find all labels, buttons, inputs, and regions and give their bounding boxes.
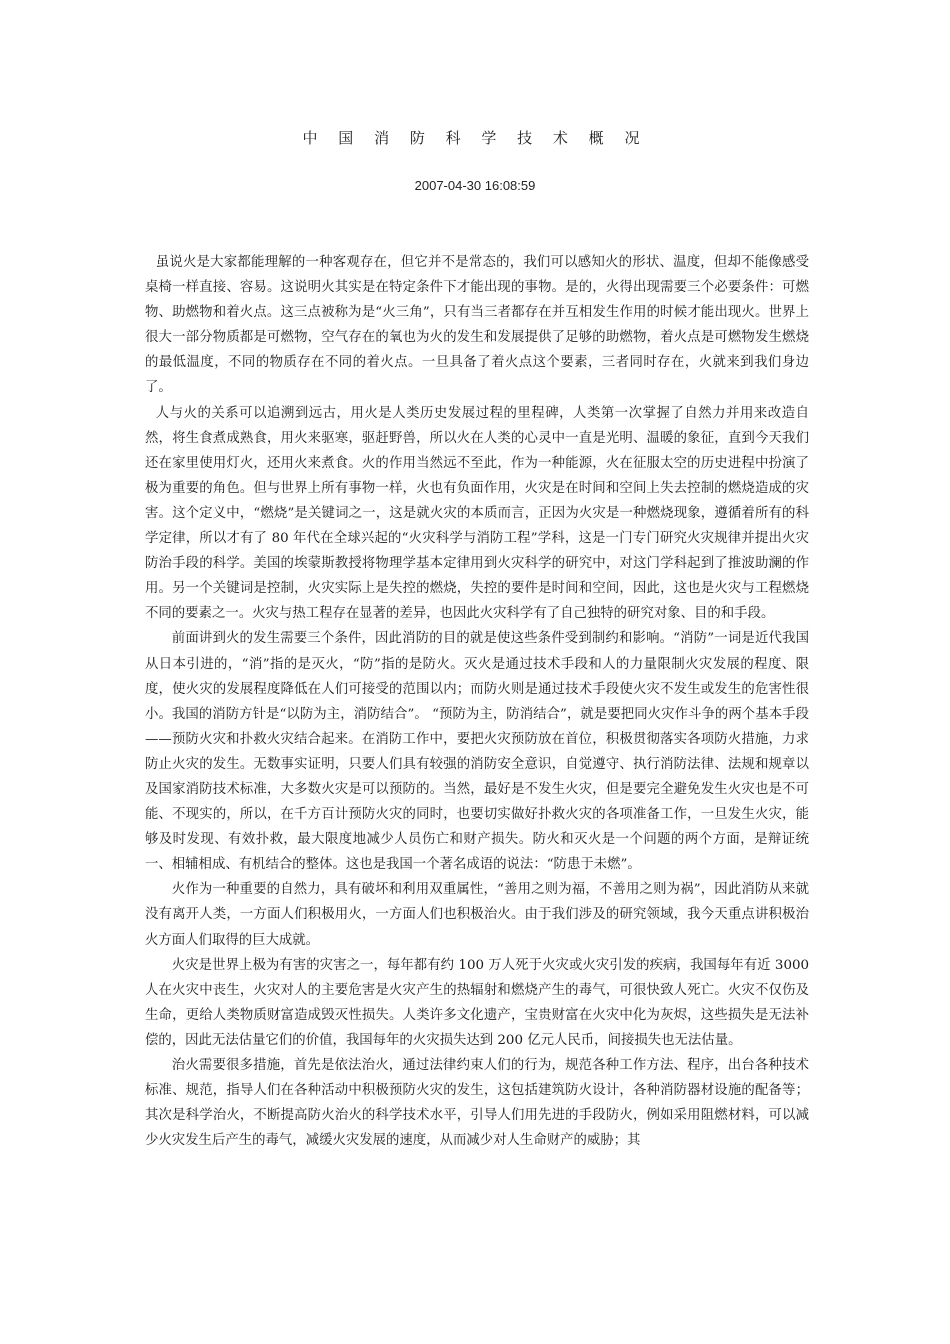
article-body	[145, 250, 809, 1153]
paragraph: 前面讲到火的发生需要三个条件，因此消防的目的就是使这些条件受到制约和影响。“消防”一词是近代我国从日本引进的，“消”指的是灭火，“防”指的是防火。灭火是通过技术手段和人的力量限制火灾发展的程度、限度，使火灾的发展程度降低在人们可接受的范围以内；而防火则是通过技术手段使火灾不发生或发生的危害性很小。我国的消防方针是“以防为主，消防结合”。 “预防为主，防消结合”，就是要把同火灾作斗争的两个基本手段——预防火灾和扑救火灾结合起来。在消防工作中，要把火灾预防放在首位，积极贯彻落实各项防火措施，力求防止火灾的发生。无数事实证明，只要人们具有较强的消防安全意识，自觉遵守、执行消防法律、法规和规章以及国家消防技术标准，大多数火灾是可以预防的。当然，最好是不发生火灾，但是要完全避免发生火灾也是不可能、不现实的，所以，在千方百计预防火灾的同时，也要切实做好扑救火灾的各项准备工作，一旦发生火灾，能够及时发现、有效扑救，最大限度地减少人员伤亡和财产损失。防火和灭火是一个问题的两个方面，是辩证统一、相辅相成、有机结合的整体。这也是我国一个著名成语的说法：“防患于未燃”。	[145, 631, 809, 873]
post-timestamp: 2007-04-30 16:08:59	[414, 178, 536, 193]
paragraph: 火灾是世界上极为有害的灾害之一，每年都有约 100 万人死于火灾或火灾引发的疾病，我国每年有近 3000 人在火灾中丧生，火灾对人的主要危害是火灾产生的热辐射和燃烧产生的毒气，可很快致人死亡。火灾不仅伤及生命，更给人类物质财富造成毁灭性损失。人类许多文化遗产，宝贵财富在火灾中化为灰烬，这些损失是无法补偿的，因此无法估量它们的价值，我国每年的火灾损失达到 200 亿元人民币，间接损失也无法估量。	[145, 957, 809, 1048]
paragraph: 火作为一种重要的自然力，具有破坏和利用双重属性，“善用之则为福，不善用之则为祸”，因此消防从来就没有离开人类，一方面人们积极用火，一方面人们也积极治火。由于我们涉及的研究领域，我今天重点讲积极治火方面人们取得的巨大成就。	[145, 882, 809, 948]
page-title: 中 国 消 防 科 学 技 术 概 况	[302, 129, 648, 147]
paragraph: 治火需要很多措施，首先是依法治火，通过法律约束人们的行为，规范各种工作方法、程序，出台各种技术标准、规范，指导人们在各种活动中积极预防火灾的发生，这包括建筑防火设计，各种消防器材设施的配备等；其次是科学治火，不断提高防火治火的科学技术水平，引导人们用先进的手段防火，例如采用阻燃材料，可以减少火灾发生后产生的毒气，减缓火灾发展的速度，从而减少对人生命财产的威胁；其	[145, 1058, 809, 1149]
paragraph: 人与火的关系可以追溯到远古，用火是人类历史发展过程的里程碑，人类第一次掌握了自然力并用来改造自然，将生食煮成熟食，用火来驱寒，驱赶野兽，所以火在人类的心灵中一直是光明、温暖的象征，直到今天我们还在家里使用灯火，还用火来煮食。火的作用当然远不至此，作为一种能源，火在征服太空的历史进程中扮演了极为重要的角色。但与世界上所有事物一样，火也有负面作用，火灾是在时间和空间上失去控制的燃烧造成的灾害。这个定义中，“燃烧”是关键词之一，这是就火灾的本质而言，正因为火灾是一种燃烧现象，遵循着所有的科学定律，所以才有了 80 年代在全球兴起的“火灾科学与消防工程”学科，这是一门专门研究火灾规律并提出火灾防治手段的科学。美国的埃蒙斯教授将物理学基本定律用到火灾科学的研究中，对这门学科起到了推波助澜的作用。另一个关键词是控制，火灾实际上是失控的燃烧，失控的要件是时间和空间，因此，这也是火灾与工程燃烧不同的要素之一。火灾与热工程存在显著的差异，也因此火灾科学有了自己独特的研究对象、目的和手段。	[145, 405, 809, 622]
paragraph: 虽说火是大家都能理解的一种客观存在，但它并不是常态的，我们可以感知火的形状、温度，但却不能像感受桌椅一样直接、容易。这说明火其实是在特定条件下才能出现的事物。是的，火得出现需要三个必要条件：可燃物、助燃物和着火点。这三点被称为是“火三角”，只有当三者都存在并互相发生作用的时候才能出现火。世界上很大一部分物质都是可燃物，空气存在的氧也为火的发生和发展提供了足够的助燃物，着火点是可燃物发生燃烧的最低温度，不同的物质存在不同的着火点。一旦具备了着火点这个要素，三者同时存在，火就来到我们身边了。	[145, 255, 809, 396]
